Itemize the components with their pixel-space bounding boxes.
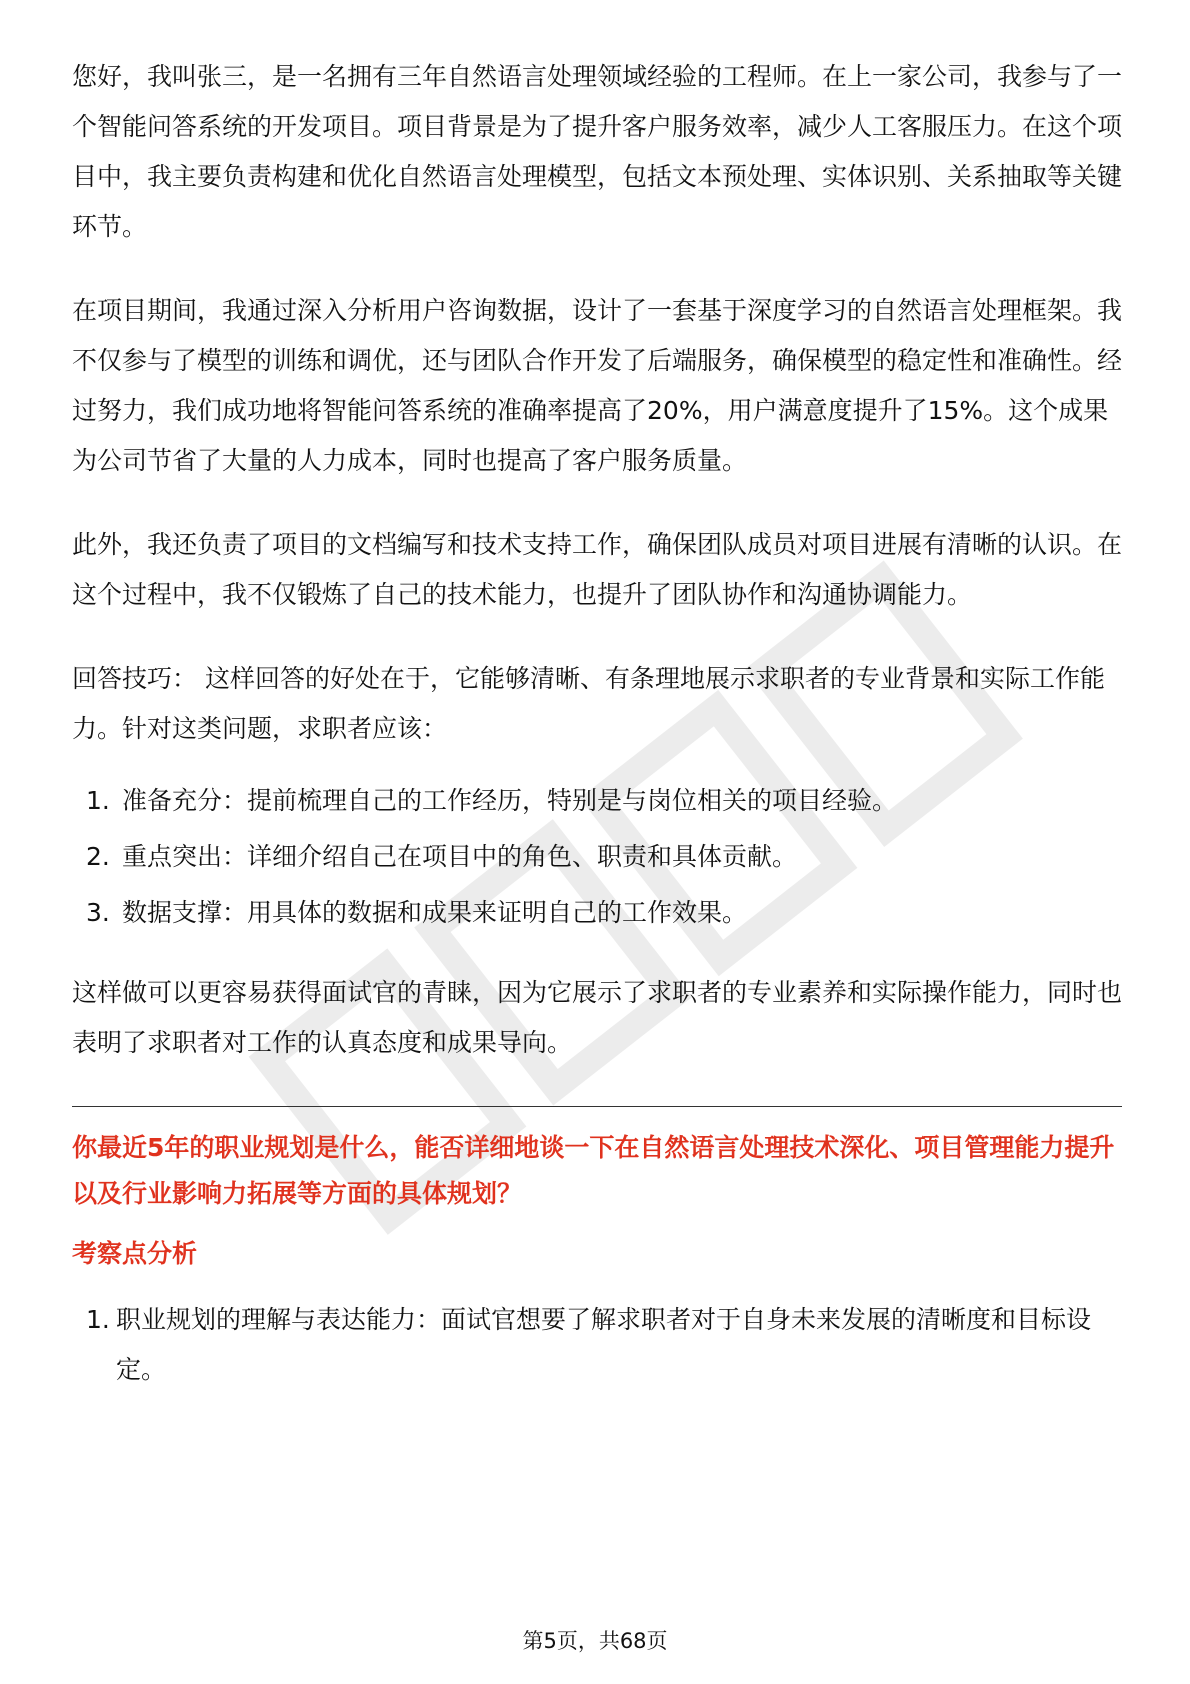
page-footer: 第5页，共68页 [522,1629,668,1653]
project-paragraph: 在项目期间，我通过深入分析用户咨询数据，设计了一套基于深度学习的自然语言处理框架。我不仅参与了模型的训练和调优，还与团队合作开发了后端服务，确保模型的稳定性和准确性。经过努力，我们成功地将智能问答系统的准确率提高了20%，用户满意度提升了15%。这个成果为公司节省了大量的人力成本，同时也提高了客户服务质量。 [72,296,1123,475]
document-page [72,52,1122,1395]
list-item: 1. 职业规划的理解与表达能力：面试官想要了解求职者对于自身未来发展的清晰度和目标设定。 [86,1305,1092,1384]
closing-paragraph: 这样做可以更容易获得面试官的青睐，因为它展示了求职者的专业素养和实际操作能力，同时也表明了求职者对工作的认真态度和成果导向。 [72,978,1123,1057]
tips-list [72,776,1122,938]
analysis-title: 考察点分析 [72,1239,198,1268]
section-divider [72,1106,1122,1107]
list-item: 1. 准备充分：提前梳理自己的工作经历，特别是与岗位相关的项目经验。 [86,786,898,815]
question-heading: 你最近5年的职业规划是什么，能否详细地谈一下在自然语言处理技术深化、项目管理能力提升以及行业影响力拓展等方面的具体规划？ [72,1133,1115,1208]
list-item: 3. 数据支撑：用具体的数据和成果来证明自己的工作效果。 [86,898,748,927]
intro-paragraph: 您好，我叫张三，是一名拥有三年自然语言处理领域经验的工程师。在上一家公司，我参与了一个智能问答系统的开发项目。项目背景是为了提升客户服务效率，减少人工客服压力。在这个项目中，我主要负责构建和优化自然语言处理模型，包括文本预处理、实体识别、关系抽取等关键环节。 [72,62,1123,241]
extra-paragraph: 此外，我还负责了项目的文档编写和技术支持工作，确保团队成员对项目进展有清晰的认识。在这个过程中，我不仅锻炼了自己的技术能力，也提升了团队协作和沟通协调能力。 [72,530,1123,609]
tips-intro-paragraph: 回答技巧： 这样回答的好处在于，它能够清晰、有条理地展示求职者的专业背景和实际工作能力。针对这类问题，求职者应该： [72,664,1105,743]
list-item: 2. 重点突出：详细介绍自己在项目中的角色、职责和具体贡献。 [86,842,798,871]
analysis-list [72,1295,1122,1395]
